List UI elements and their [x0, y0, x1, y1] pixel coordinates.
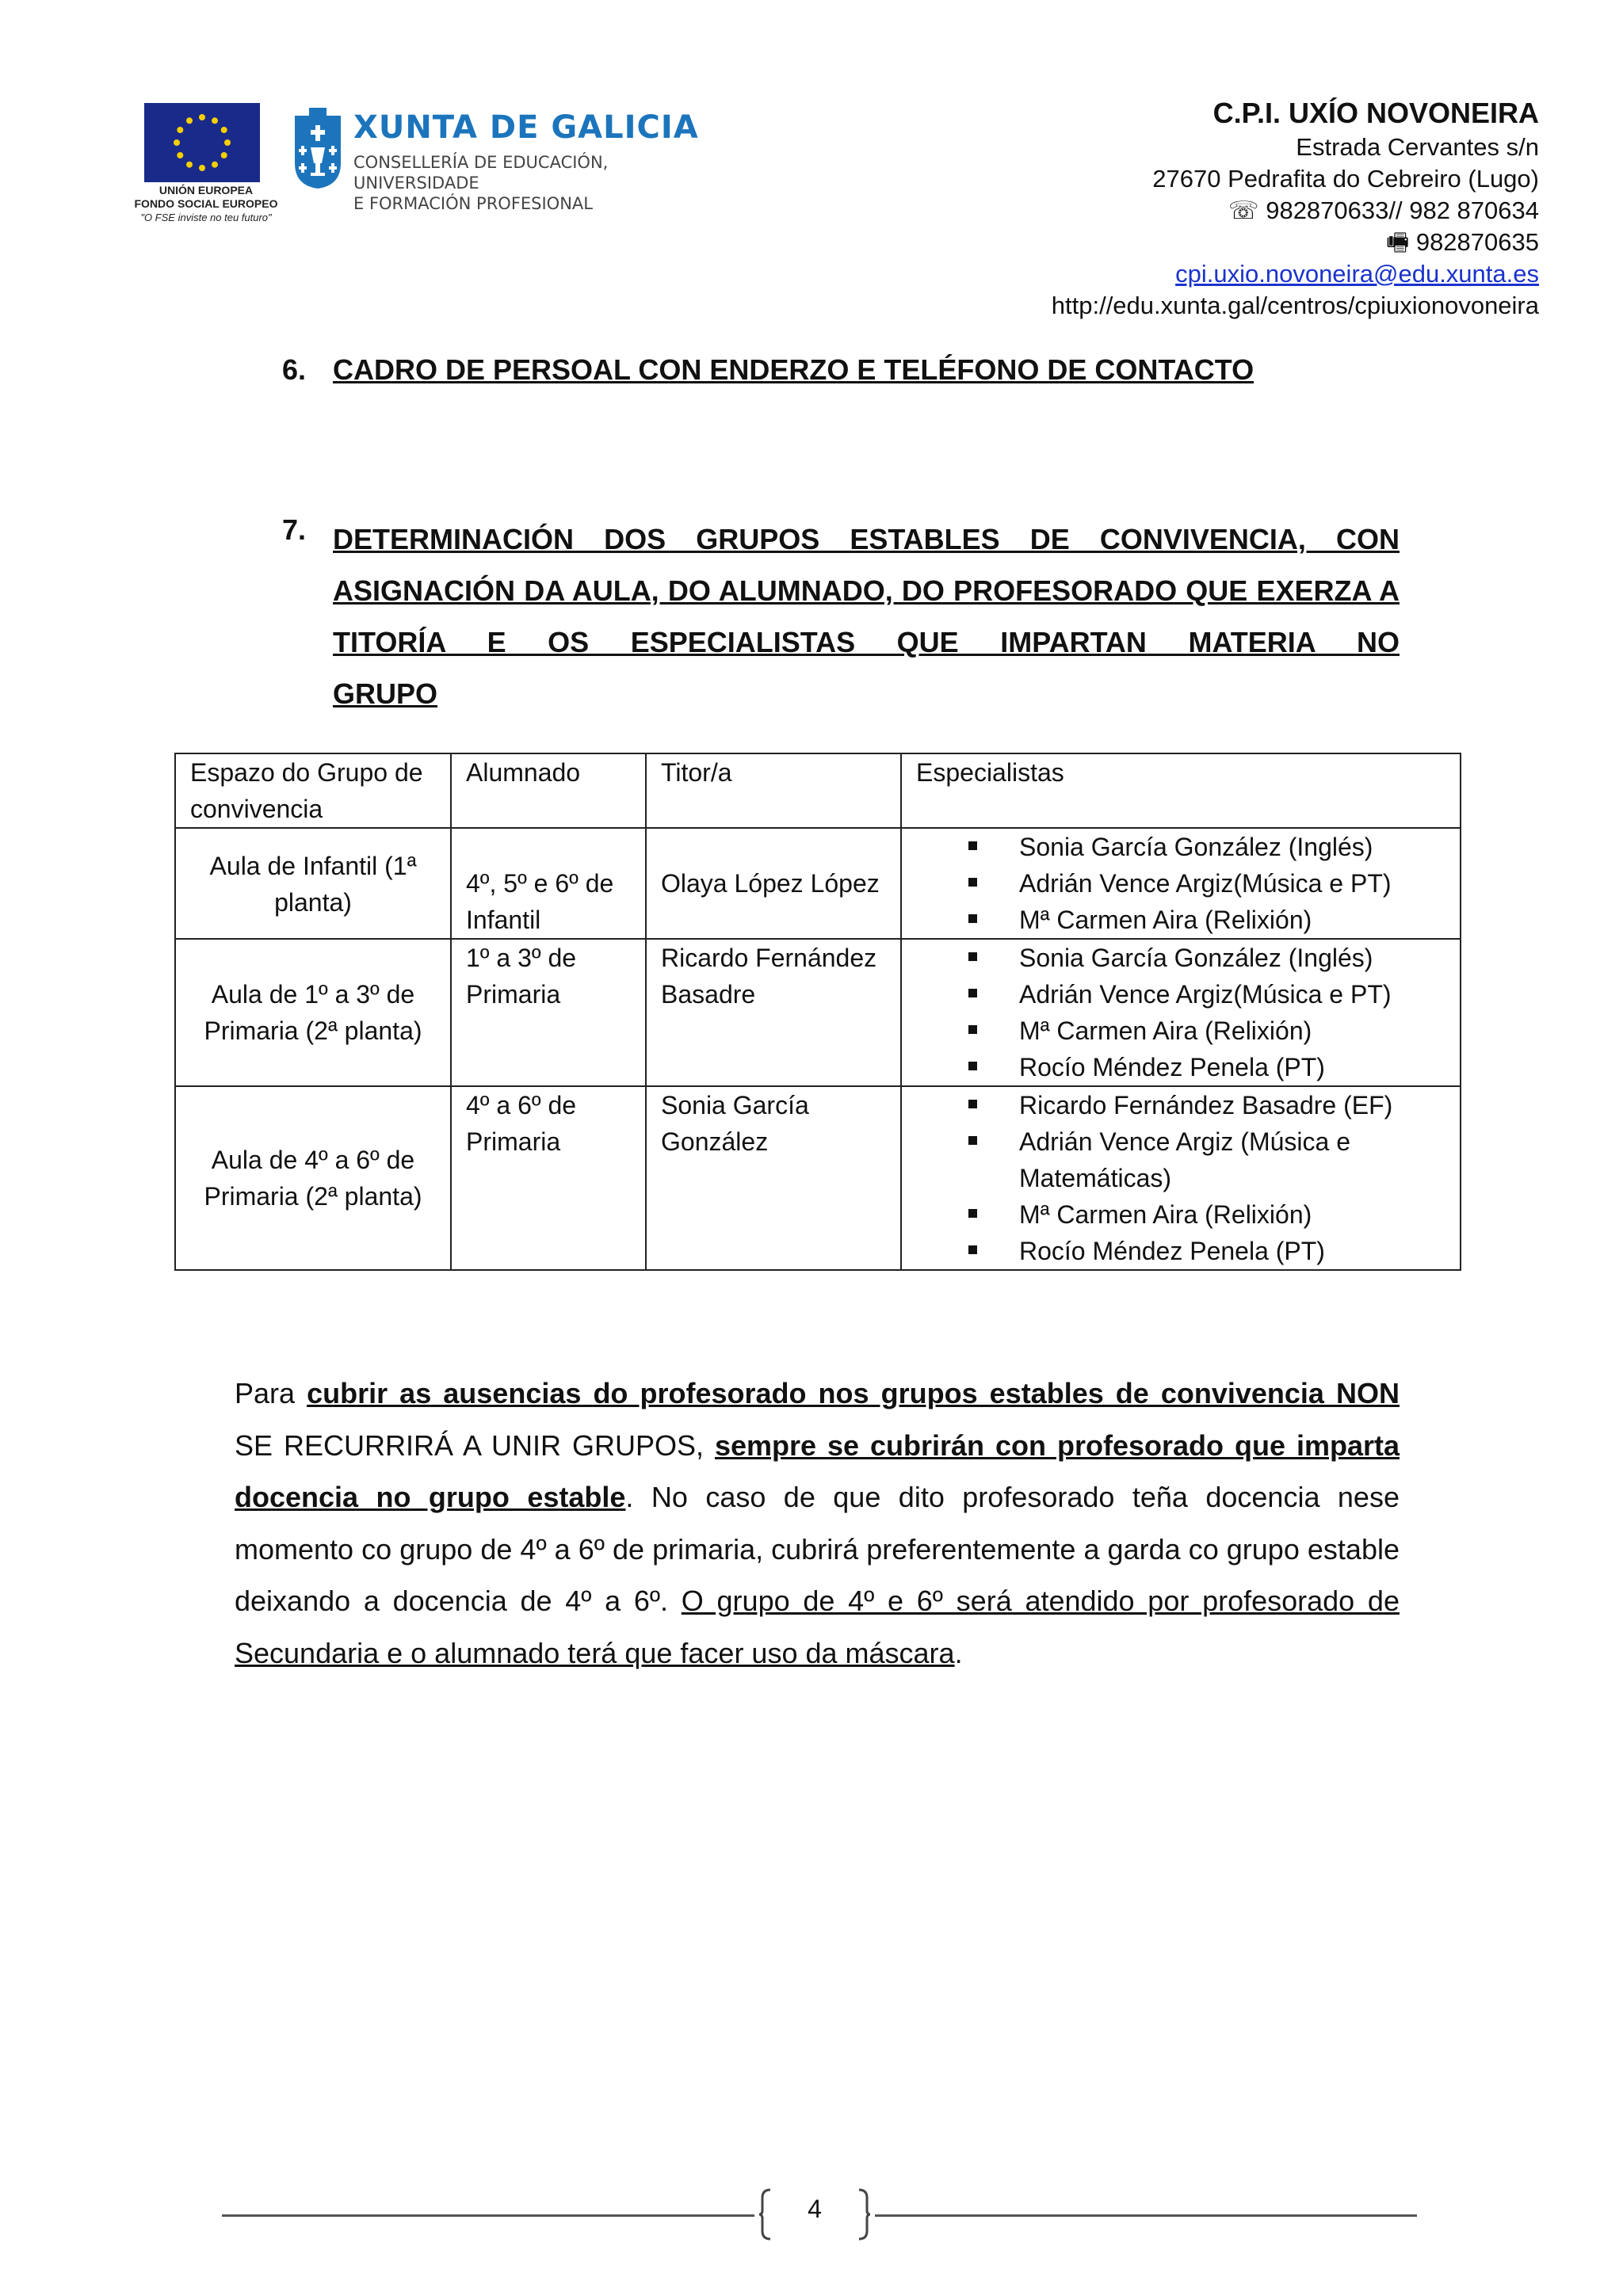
specialists-list	[916, 1087, 1445, 1269]
school-contact	[1052, 95, 1539, 322]
para-part-3: SE RECURRIRÁ A UNIR GRUPOS,	[235, 1428, 715, 1462]
header-logos	[127, 103, 713, 238]
school-phone: ☏ 982870633// 982 870634	[1228, 196, 1539, 224]
absence-policy-paragraph	[235, 1367, 1400, 1679]
header-specialists: Especialistas	[901, 753, 1461, 828]
section-7-heading	[282, 513, 1400, 719]
list-item: Mª Carmen Aira (Relixión)	[964, 1013, 1445, 1049]
row-students: 1º a 3º de Primaria	[451, 939, 646, 1086]
list-item: Sonia García González (Inglés)	[964, 940, 1445, 976]
row-specialists	[901, 1086, 1461, 1270]
row-space: Aula de 1º a 3º de Primaria (2ª planta)	[175, 939, 451, 1086]
left-brace-icon	[759, 2188, 773, 2241]
section-6-number: 6.	[282, 353, 307, 386]
table-header-row	[175, 753, 1461, 828]
section-7-title	[333, 513, 1400, 668]
list-item: Mª Carmen Aira (Relixión)	[964, 1196, 1445, 1233]
xunta-dept-line-1: CONSELLERÍA DE EDUCACIÓN, UNIVERSIDADE	[353, 153, 609, 193]
eu-motto: "O FSE inviste no teu futuro"	[140, 212, 272, 223]
xunta-emblem-icon	[292, 108, 344, 190]
list-item: Ricardo Fernández Basadre (EF)	[964, 1087, 1445, 1123]
row-specialists	[901, 939, 1461, 1086]
row-space: Aula de Infantil (1ª planta)	[175, 828, 451, 939]
table-row	[175, 1086, 1461, 1270]
row-specialists	[901, 828, 1461, 939]
row-tutor: Sonia García González	[646, 1086, 901, 1270]
school-email-link[interactable]: cpi.uxio.novoneira@edu.xunta.es	[1175, 260, 1539, 288]
header-space: Espazo do Grupo de convivencia	[175, 753, 451, 828]
footer-rule-left	[222, 2214, 754, 2217]
page-number: 4	[808, 2195, 822, 2223]
row-tutor: Olaya López López	[646, 828, 901, 939]
section-7-number: 7.	[282, 513, 307, 546]
para-part-5: . No caso de que dito profesorado teña docencia nese momento co grupo de 4º a 6º de primaria, cubrirá preferentemente a garda co grupo estable deixando a docencia de 4º a 6º.	[235, 1481, 1400, 1617]
section-7-title-end	[333, 668, 1400, 719]
para-part-7: .	[954, 1636, 963, 1669]
section-7-title-last: GRUPO	[333, 677, 438, 710]
eu-line-2: FONDO SOCIAL EUROPEO	[134, 197, 278, 210]
table-row	[175, 939, 1461, 1086]
eu-flag-icon	[144, 103, 260, 182]
header-students: Alumnado	[451, 753, 646, 828]
school-name: C.P.I. UXÍO NOVONEIRA	[1212, 97, 1539, 129]
xunta-dept-line-2: E FORMACIÓN PROFESIONAL	[353, 194, 593, 213]
list-item: Adrián Vence Argiz (Música e Matemáticas)	[964, 1123, 1445, 1196]
footer-rule-right	[875, 2214, 1417, 2217]
list-item: Adrián Vence Argiz(Música e PT)	[964, 976, 1445, 1013]
school-website: http://edu.xunta.gal/centros/cpiuxionovoneira	[1051, 292, 1539, 319]
xunta-name: XUNTA DE GALICIA	[353, 109, 699, 146]
section-6-title: CADRO DE PERSOAL CON ENDERZO E TELÉFONO DE CONTACTO	[333, 353, 1254, 386]
row-space: Aula de 4º a 6º de Primaria (2ª planta)	[175, 1086, 451, 1270]
header-tutor: Titor/a	[646, 753, 901, 828]
right-brace-icon	[856, 2188, 870, 2241]
school-city: 27670 Pedrafita do Cebreiro (Lugo)	[1152, 165, 1539, 193]
para-part-1: Para	[235, 1377, 307, 1409]
eu-caption	[127, 184, 285, 224]
table-row	[175, 828, 1461, 939]
list-item: Rocío Méndez Penela (PT)	[964, 1233, 1445, 1269]
row-tutor: Ricardo Fernández Basadre	[646, 939, 901, 1086]
specialists-list	[916, 829, 1445, 938]
school-fax: 🖷 982870635	[1385, 228, 1539, 256]
list-item: Rocío Méndez Penela (PT)	[964, 1049, 1445, 1085]
row-students: 4º, 5º e 6º de Infantil	[451, 828, 646, 939]
para-part-2: cubrir as ausencias do profesorado nos grupos estables de convivencia NON	[307, 1377, 1400, 1409]
school-address: Estrada Cervantes s/n	[1296, 133, 1539, 161]
list-item: Adrián Vence Argiz(Música e PT)	[964, 865, 1445, 902]
groups-table	[174, 753, 1461, 1271]
list-item: Sonia García González (Inglés)	[964, 829, 1445, 865]
para-part-6: O grupo de 4º e 6º será atendido por profesorado de Secundaria e o alumnado terá que facer uso da máscara	[235, 1585, 1400, 1669]
para-part-4: sempre se cubrirán con profesorado que imparta docencia no grupo estable	[235, 1428, 1400, 1513]
list-item: Mª Carmen Aira (Relixión)	[964, 902, 1445, 938]
eu-line-1: UNIÓN EUROPEA	[158, 184, 254, 196]
row-students: 4º a 6º de Primaria	[451, 1086, 646, 1270]
xunta-department	[353, 152, 713, 214]
specialists-list	[916, 940, 1445, 1085]
section-7-title-main: DETERMINACIÓN DOS GRUPOS ESTABLES DE CONVIVENCIA, CON ASIGNACIÓN DA AULA, DO ALUMNADO, DO PROFESORADO QUE EXERZA A TITORÍA E OS ESPECIALISTAS QUE IMPARTAN MATERIA NO	[333, 523, 1400, 658]
